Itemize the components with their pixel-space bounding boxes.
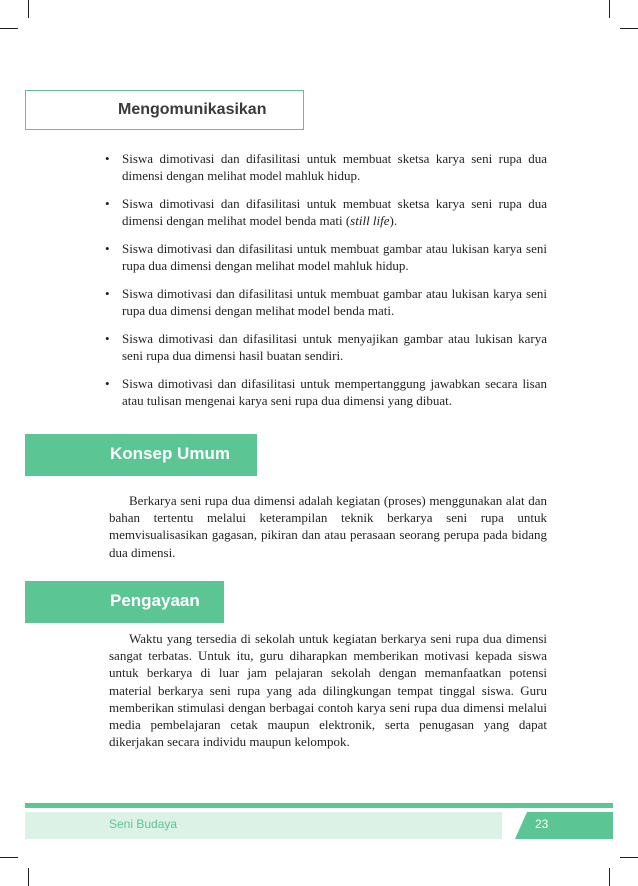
crop-mark [620,28,638,29]
konsep-paragraph: Berkarya seni rupa dua dimensi adalah kegiatan (proses) menggunakan alat dan bahan tertentu melalui keterampilan teknik berkarya seni rupa untuk memvisualisasikan gagasan, pikiran dan atau perasaan seorang perupa pada bidang dua dimensi. [109,493,547,560]
list-item: • Siswa dimotivasi dan difasilitasi untuk membuat gambar atau lukisan karya seni rupa dua dimensi dengan melihat model benda mati. [105,286,547,318]
crop-mark [28,868,29,886]
list-item: • Siswa dimotivasi dan difasilitasi untuk menyajikan gambar atau lukisan karya seni rupa dua dimensi hasil buatan sendiri. [105,331,547,363]
crop-mark [620,857,638,858]
bullet-icon: • [105,196,110,211]
footer-rule [25,803,613,808]
list-item: • Siswa dimotivasi dan difasilitasi untuk membuat sketsa karya seni rupa dua dimensi dengan melihat model benda mati (still life). [105,196,547,228]
crop-mark [0,857,18,858]
konsep-heading-band [25,434,257,476]
footer-book-title: Seni Budaya [109,817,178,831]
pengayaan-heading-band [25,581,224,623]
communicate-bullet-list [105,150,547,420]
communicate-heading-box [25,90,304,130]
bullet-icon: • [105,241,110,256]
crop-mark [609,868,610,886]
footer-left-band [25,812,502,839]
page-footer [25,803,613,839]
footer-page-tab [515,812,613,839]
pengayaan-heading: Pengayaan [110,591,200,610]
italic-term: still life [350,213,390,228]
page-number: 23 [535,817,549,831]
bullet-icon: • [105,376,110,391]
list-item: • Siswa dimotivasi dan difasilitasi untuk mempertanggung jawabkan secara lisan atau tulisan mengenai karya seni rupa dua dimensi yang dibuat. [105,376,547,408]
crop-mark [28,0,29,18]
list-item: • Siswa dimotivasi dan difasilitasi untuk membuat gambar atau lukisan karya seni rupa dua dimensi dengan melihat model mahluk hidup. [105,241,547,273]
crop-mark [0,28,18,29]
pengayaan-paragraph: Waktu yang tersedia di sekolah untuk kegiatan berkarya seni rupa dua dimensi sangat terbatas. Untuk itu, guru diharapkan memberikan motivasi kepada siswa untuk berkarya di luar jam pelajaran sekolah dengan memanfaatkan potensi material berkarya seni rupa yang ada dilingkungan tempat tinggal siswa. Guru memberikan stimulasi dengan berbagai contoh karya seni rupa dua dimensi melalui media pembelajaran cetak maupun elektronik, serta penugasan yang dapat dikerjakan secara individu maupun kelompok. [109,631,547,750]
bullet-icon: • [105,331,110,346]
list-item: • Siswa dimotivasi dan difasilitasi untuk membuat sketsa karya seni rupa dua dimensi dengan melihat model mahluk hidup. [105,151,547,183]
bullet-icon: • [105,151,110,166]
bullet-icon: • [105,286,110,301]
konsep-heading: Konsep Umum [110,444,230,463]
communicate-heading: Mengomunikasikan [118,101,267,118]
crop-mark [609,0,610,18]
